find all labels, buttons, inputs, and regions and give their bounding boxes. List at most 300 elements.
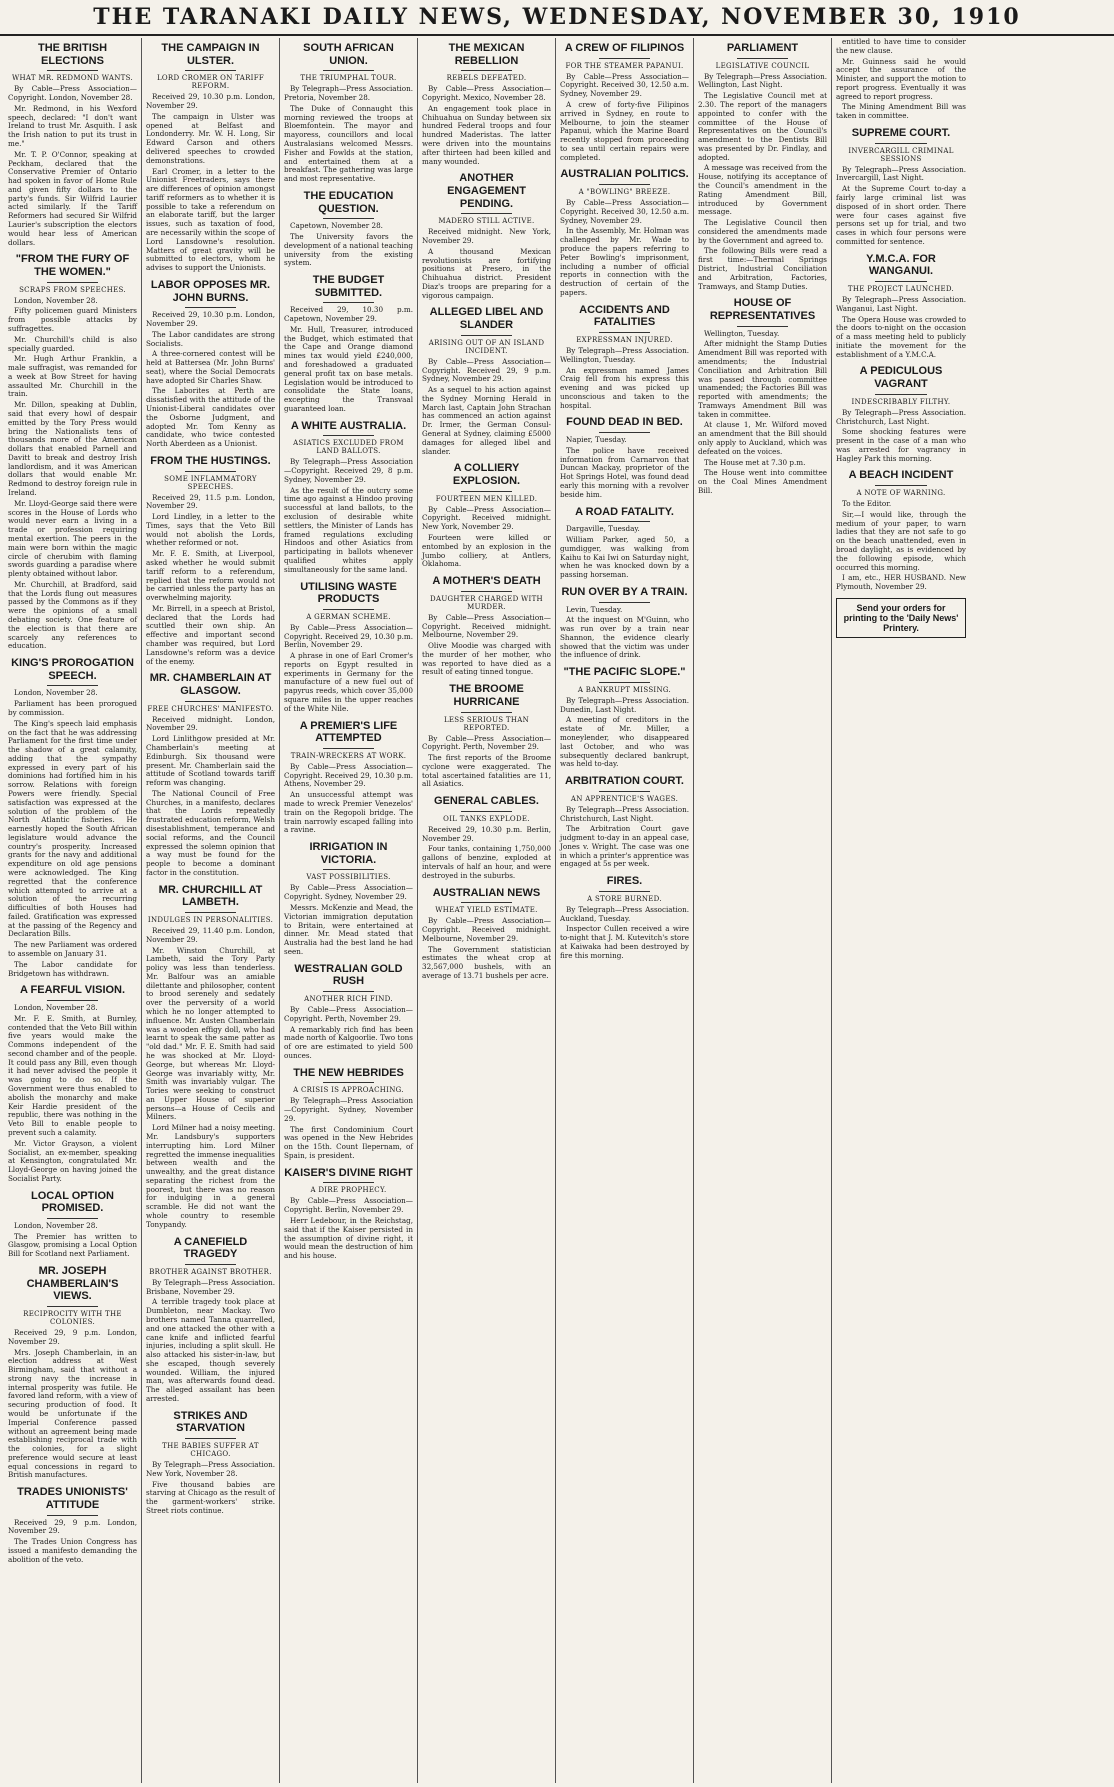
divider <box>461 591 513 592</box>
article-paragraph: The University favors the development of a national teaching university from the existing system. <box>284 231 413 268</box>
column-2 <box>142 38 280 1783</box>
divider <box>47 1000 99 1001</box>
article-headline: THE BUDGET SUBMITTED. <box>312 274 385 299</box>
article-paragraph: Received 29, 11.40 p.m. London, November 29. <box>146 926 275 944</box>
article-paragraph: An engagement took place in Chihuahua on Sunday between six hundred Federal troops and four hundred Maderistas. The latter were driven into the mountains after thirteen had been killed and many wounded. <box>422 103 551 166</box>
article-paragraph: The first reports of the Broome cyclone were exaggerated. The total ascertained fatalities are 11, all Asiatics. <box>422 753 551 789</box>
article-paragraph: Received 29, 10.30 p.m. London, November 29. <box>146 310 275 328</box>
divider <box>323 991 375 992</box>
divider <box>875 485 927 486</box>
article <box>8 1265 137 1480</box>
article-paragraph: An unsuccessful attempt was made to wreck Premier Venezelos' train on the Regopoli bridge. The train narrowly escaped falling into a ravine. <box>284 790 413 835</box>
article <box>836 253 966 360</box>
article-paragraph: By Telegraph—Press Association. Invercargill, Last Night. <box>836 164 966 183</box>
article-headline: KAISER'S DIVINE RIGHT <box>284 1166 413 1179</box>
article <box>560 875 689 960</box>
article-paragraph: At clause 1, Mr. Wilford moved an amendment that the Bill should only apply to Auckland, which was defeated on the voices. <box>698 420 827 456</box>
article-headline: LABOR OPPOSES MR. JOHN BURNS. <box>150 278 271 304</box>
divider <box>875 143 927 144</box>
divider <box>323 869 375 870</box>
article-paragraph: By Telegraph—Press Association. Christchurch, Last Night. <box>560 804 689 823</box>
article-paragraph: Mr. Redmond, in his Wexford speech, declared: "I don't want Ireland to trust Mr. Asquith. I ask the Irish nation to put its trust in me." <box>8 103 137 148</box>
article-headline: Y.M.C.A. FOR WANGANUI. <box>866 252 936 278</box>
article-paragraph: By Cable—Press Association—Copyright. Received 29, 10.30 p.m. Berlin, November 29. <box>284 622 413 650</box>
divider <box>599 432 651 433</box>
article-subheading: SOME INFLAMMATORY SPEECHES. <box>164 474 257 491</box>
article-paragraph: Levin, Tuesday. <box>566 604 623 614</box>
divider <box>323 609 375 610</box>
article-subheading: INVERCARGILL CRIMINAL SESSIONS <box>848 146 954 163</box>
newspaper-columns <box>4 38 1110 1783</box>
article <box>284 1067 413 1161</box>
article-paragraph: The Labor candidate for Bridgetown has withdrawn. <box>8 959 137 978</box>
article-subheading: LORD CROMER ON TARIFF REFORM. <box>156 74 265 91</box>
article-paragraph: Mr. Birrell, in a speech at Bristol, declared that the Lords had scuttled their own ship. An effective and important second chamber was required, but Lord Lansdowne's reform was a device of the enemy. <box>146 603 275 666</box>
article-paragraph: Some shocking features were present in the case of a man who was arrested for vagrancy in Hagley Park this morning. <box>836 427 966 463</box>
article-paragraph: Mr. Churchill, at Bradford, said that the Lords flung out measures passed by the Commons as if they were the opinions of a small debating society. One feature of the election is that there are scarcely any references to education. <box>8 579 137 651</box>
divider <box>461 811 513 812</box>
article-subheading: EXPRESSMAN INJURED. <box>576 335 673 344</box>
divider <box>461 70 513 71</box>
article <box>422 575 551 677</box>
article-paragraph: By Telegraph—Press Association. Brisbane, November 29. <box>146 1277 275 1296</box>
divider <box>323 1182 375 1183</box>
article-subheading: BROTHER AGAINST BROTHER. <box>149 1267 272 1276</box>
article-paragraph: By Telegraph—Press Association. Christchurch, Last Night. <box>836 407 966 426</box>
article <box>560 416 689 499</box>
article-paragraph: By Cable—Press Association—Copyright. Received midnight. Melbourne, November 29. <box>422 612 551 640</box>
article-headline: A PREMIER'S LIFE ATTEMPTED <box>299 719 398 745</box>
article <box>836 127 966 247</box>
article <box>8 1486 137 1564</box>
article-paragraph: Fifty policemen guard Ministers from possible attacks by suffragettes. <box>8 306 137 333</box>
divider <box>461 491 513 492</box>
article-headline: "FROM THE FURY OF THE WOMEN." <box>15 253 130 278</box>
article <box>422 887 551 981</box>
article-paragraph: Mr. Victor Grayson, a violent Socialist, an ex-member, speaking at Kensington, congratulated Mr. Lloyd-George on having joined the Socialist Party. <box>8 1138 137 1183</box>
article-paragraph: A terrible tragedy took place at Dumbleton, near Mackay. Two brothers named Tanna quarrelled, and one attacked the other with a cane knife and inflicted fearful injuries, including a split skull. He also attacked his sister-in-law, but she escaped, though severely wounded. William, the injured man, was afterwards found dead. The alleged assailant has been arrested. <box>146 1297 275 1404</box>
divider <box>737 326 789 327</box>
article <box>284 274 413 414</box>
article-paragraph: After midnight the Stamp Duties Amendment Bill was reported with amendments; the Industrial Conciliation and Arbitration Bill was passed through committee unamended; the Factories Bill was reported with amendments; the Tramways Amendment Bill was taken in committee. <box>698 339 827 419</box>
column-5 <box>556 38 694 1783</box>
article <box>560 586 689 660</box>
article-paragraph: By Telegraph—Press Association. Wellington, Last Night. <box>698 71 827 90</box>
article-headline: ANOTHER ENGAGEMENT PENDING. <box>447 172 526 210</box>
article-paragraph: Lord Milner had a noisy meeting. Mr. Landsbury's supporters interrupting him. Lord Milner regretted the immense inequalities between wealth and the unwealthy, and the great distance separating the richest from the poorest, but there was no reason for indulging in a general scramble. He did not want the whole country to resemble Tonypandy. <box>146 1123 275 1229</box>
article <box>8 42 137 247</box>
divider <box>461 712 513 713</box>
article-headline: A COLLIERY EXPLOSION. <box>452 462 521 487</box>
article <box>146 884 275 1230</box>
article-paragraph: Lord Linlithgow presided at Mr. Chamberlain's meeting at Edinburgh. Six thousand were present. Mr. Chamberlain said the attitude of Scotland towards tariff reform was changing. <box>146 734 275 788</box>
article-paragraph: Inspector Cullen received a wire to-night that J. M. Kutevitch's store at Kaiwaka had been destroyed by fire this morning. <box>560 924 689 960</box>
article-paragraph: London, November 28. <box>14 1220 98 1230</box>
article-paragraph: The police have received information from Carnarvon that Duncan Mackay, proprietor of the Hot Springs Hotel, was found dead early this morning with a revolver beside him. <box>560 445 689 499</box>
article-subheading: ARISING OUT OF AN ISLAND INCIDENT. <box>428 338 545 355</box>
article-subheading: DAUGHTER CHARGED WITH MURDER. <box>430 594 543 611</box>
article-headline: RUN OVER BY A TRAIN. <box>561 585 688 598</box>
divider <box>599 891 651 892</box>
article-subheading: A BANKRUPT MISSING. <box>577 685 672 694</box>
divider <box>461 335 513 336</box>
article-headline: THE BRITISH ELECTIONS <box>37 42 108 67</box>
divider <box>599 332 651 333</box>
article-paragraph: Mr. F. E. Smith, at Liverpool, asked whether he would submit tariff reform to a referendum, replied that the reform would not be carried unless the party has an overwhelming majority. <box>146 549 275 603</box>
column-3 <box>280 38 418 1783</box>
column-1 <box>4 38 142 1783</box>
article-paragraph: Received 29, 10.30 p.m. Capetown, November 29. <box>284 305 413 324</box>
article-subheading: FOR THE STEAMER PAPANUI. <box>565 61 684 70</box>
article-paragraph: The Legislative Council met at 2.30. The report of the managers appointed to confer with the committee of the House of Representatives on the Council's amendment to the Dentists Bill was presented by Dr. Findlay, and adopted. <box>698 91 827 162</box>
article-headline: ACCIDENTS AND FATALITIES <box>579 303 670 329</box>
divider <box>185 1438 237 1439</box>
article <box>146 455 275 666</box>
divider <box>323 218 375 219</box>
article-headline: A ROAD FATALITY. <box>575 505 674 518</box>
article-subheading: OIL TANKS EXPLODE. <box>443 814 530 823</box>
article-paragraph: The Legislative Council then considered the amendments made by the Government and agreed to. <box>698 218 827 245</box>
article-paragraph: A thousand Mexican revolutionists are fortifying positions at Presero, in the Chihuahua district. President Diaz's troops are preparing for a vigorous campaign. <box>422 246 551 300</box>
article-headline: THE NEW HEBRIDES <box>293 1066 404 1079</box>
article-paragraph: As a sequel to his action against the Sydney Morning Herald in March last, Captain John Strachan has commenced an action against Dr. Irmer, the German Consul-General at Sydney, claiming £5000 damages for alleged libel and slander. <box>422 385 551 456</box>
article-paragraph: The Arbitration Court gave judgment to-day in an appeal case, Jones v. Wright. The case was one in which a printer's apprentice was engaged at 5s per week. <box>560 824 689 869</box>
article-paragraph: London, November 28. <box>14 1003 98 1013</box>
article-paragraph: Mr. Hugh Arthur Franklin, a male suffragist, was remanded for a week at Bow Street for having assaulted Mr. Churchill in the train. <box>8 354 137 399</box>
article-paragraph: entitled to have time to consider the new clause. <box>836 38 966 55</box>
article-paragraph: The National Council of Free Churches, in a manifesto, declares that the Lords repeatedly frustrated education reform, Welsh disestablishment, temperance and social reforms, and the Council expressed the solemn opinion that a way must be found for the people to become a dominant factor in the constitution. <box>146 788 275 877</box>
article-subheading: REBELS DEFEATED. <box>446 74 527 83</box>
divider <box>323 1082 375 1083</box>
article-paragraph: To the Editor. <box>842 499 892 509</box>
divider <box>47 70 99 71</box>
article-headline: LOCAL OPTION PROMISED. <box>31 1189 114 1215</box>
article-paragraph: The Laborites at Perth are dissatisfied with the attitude of the Unionist-Liberal candidates over the Osborne Judgment, and adopted Mr. Tom Kenny as candidate, who twice contested North Aberdeen as a Unionist. <box>146 386 275 449</box>
article-paragraph: The first Condominium Court was opened in the New Hebrides on the 15th. Count Ilepernam, of Spain, is president. <box>284 1124 413 1160</box>
article-paragraph: London, November 28. <box>14 688 98 698</box>
article-subheading: FOURTEEN MEN KILLED. <box>435 494 538 503</box>
article-headline: "THE PACIFIC SLOPE." <box>563 666 686 679</box>
article-headline: AUSTRALIAN NEWS <box>432 886 541 899</box>
article-subheading: THE TRIUMPHAL TOUR. <box>300 74 397 83</box>
article-paragraph: By Telegraph—Press Association. Auckland, Tuesday. <box>560 904 689 923</box>
article <box>560 666 689 769</box>
article <box>146 1410 275 1516</box>
article-paragraph: The new Parliament was ordered to assemble on January 31. <box>8 940 137 959</box>
article-subheading: THE PROJECT LAUNCHED. <box>847 284 955 293</box>
divider <box>875 281 927 282</box>
article-paragraph: Received 29, 9 p.m. London, November 29. <box>8 1327 137 1346</box>
article-subheading: SCRAPS FROM SPEECHES. <box>19 285 126 294</box>
article-paragraph: Wellington, Tuesday. <box>704 328 780 338</box>
article-headline: THE BROOME HURRICANE <box>449 683 524 708</box>
divider <box>47 1515 99 1516</box>
divider <box>875 394 927 395</box>
article-paragraph: By Telegraph—Press Association—Copyright. Sydney, November 29. <box>284 1096 413 1123</box>
article-paragraph: Olive Moodie was charged with the murder of her mother, who was reported to have died as a result of eating tinned tongue. <box>422 641 551 677</box>
article <box>284 42 413 184</box>
article-paragraph: I am, etc., HER HUSBAND. New Plymouth, November 29. <box>836 573 966 592</box>
article-paragraph: Received 29, 11.5 p.m. London, November 29. <box>146 492 275 511</box>
article-paragraph: Received midnight. New York, November 29. <box>422 227 551 246</box>
article <box>8 657 137 978</box>
article <box>284 581 413 714</box>
article-paragraph: Herr Ledebour, in the Reichstag, said that if the Kaiser persisted in the assumption of divine right, it would mean the destruction of him and his house. <box>284 1215 413 1261</box>
article-paragraph: The Mining Amendment Bill was taken in committee. <box>836 102 966 121</box>
article-subheading: A NOTE OF WARNING. <box>856 489 946 498</box>
article-paragraph: Received 29, 10.30 p.m. Berlin, November 29. <box>422 824 551 843</box>
article-subheading: VAST POSSIBILITIES. <box>306 873 391 882</box>
article-paragraph: Received 29, 10.30 p.m. London, November 29. <box>146 92 275 111</box>
divider <box>185 307 237 308</box>
divider <box>599 791 651 792</box>
article-paragraph: Napier, Tuesday. <box>566 435 627 445</box>
article-headline: FROM THE HUSTINGS. <box>150 454 271 467</box>
article-paragraph: The Opera House was crowded to the doors to-night on the occasion of a mass meeting held to publicly initiate the movement for the establishment of a Y.M.C.A. <box>836 314 966 359</box>
article-paragraph: The Trades Union Congress has issued a manifesto demanding the abolition of the veto. <box>8 1537 137 1564</box>
article <box>284 720 413 836</box>
article-headline: THE MEXICAN REBELLION <box>448 42 525 67</box>
article <box>836 38 966 121</box>
divider <box>323 70 375 71</box>
article-headline: GENERAL CABLES. <box>434 795 539 808</box>
article-headline: A MOTHER'S DEATH <box>432 575 541 588</box>
article-headline: A FEARFUL VISION. <box>19 984 126 997</box>
article-paragraph: Mr. Lloyd-George said there were scores in the House of Lords who would never earn a living in a trade or profession requiring mental exertion. The peers in the main were born within the magic circle of cherubim with flaming swords guarding a paradise where plenty obtained without labor. <box>8 498 137 579</box>
article <box>8 984 137 1183</box>
divider <box>737 58 789 59</box>
article-paragraph: By Cable—Press Association—Copyright. Received 30, 12.50 a.m. Sydney, November 29. <box>560 71 689 99</box>
article-paragraph: By Cable—Press Association—Copyright. Received 29, 9 p.m. Sydney, November 29. <box>422 356 551 384</box>
divider <box>323 302 375 303</box>
article-headline: MR. CHURCHILL AT LAMBETH. <box>158 883 263 909</box>
article-paragraph: By Cable—Press Association—Copyright. Berlin, November 29. <box>284 1196 413 1215</box>
article <box>284 841 413 957</box>
article-headline: IRRIGATION IN VICTORIA. <box>309 841 388 866</box>
article-paragraph: Parliament has been prorogued by commission. <box>8 699 137 717</box>
divider <box>599 184 651 185</box>
article-paragraph: Four tanks, containing 1,750,000 gallons of benzine, exploded at intervals of half an hour, and were destroyed in the suburbs. <box>422 844 551 880</box>
article-paragraph: A message was received from the House, notifying its acceptance of the Council's amendment in the Rating Amendment Bill, introduced by Government message. <box>698 163 827 217</box>
article-subheading: THE BABIES SUFFER AT CHICAGO. <box>162 1442 259 1459</box>
article <box>284 420 413 575</box>
divider <box>323 435 375 436</box>
article-headline: AUSTRALIAN POLITICS. <box>560 168 689 181</box>
article-paragraph: By Cable—Press Association—Copyright. Received 30, 12.50 a.m. Sydney, November 29. <box>560 198 689 225</box>
article-paragraph: By Telegraph—Press Association. Pretoria, November 28. <box>284 84 413 103</box>
article-paragraph: By Cable—Press Association—Copyright. Sydney, November 29. <box>284 883 413 902</box>
article-subheading: A "BOWLING" BREEZE. <box>578 188 671 197</box>
article-paragraph: By Cable—Press Association—Copyright. Received midnight. Melbourne, November 29. <box>422 916 551 943</box>
article-paragraph: The Government statistician estimates the wheat crop at 32,567,000 bushels, with an average of 13.71 bushels per acre. <box>422 944 551 980</box>
article <box>284 1167 413 1261</box>
printing-advert: Send your orders for printing to the 'Daily News' Printery. <box>836 598 966 638</box>
article-paragraph: Mr. Hull, Treasurer, introduced the Budget, which estimated that the Cape and Orange diamond mines tax would yield £240,000, and foreshadowed a graduated general profit tax on base metals. Legislation would be introduced to consolidate the State loans, excepting the Transvaal guaranteed loan. <box>284 324 413 413</box>
article-paragraph: Capetown, November 28. <box>290 221 383 231</box>
article <box>560 304 689 411</box>
article-paragraph: By Cable—Press Association—Copyright. Received midnight. New York, November 29. <box>422 504 551 532</box>
article-paragraph: The Duke of Connaught this morning reviewed the troops at Bloemfontein. The mayor and mayoress, councillors and local Australasians welcomed Messrs. Fisher and Fowlds at the station, and entertained them at a breakfast. The gathering was large and most representative. <box>284 103 413 184</box>
divider <box>47 685 99 686</box>
article <box>8 1190 137 1259</box>
article-subheading: ASIATICS EXCLUDED FROM LAND BALLOTS. <box>293 439 404 456</box>
divider <box>185 701 237 702</box>
divider <box>185 912 237 913</box>
article-paragraph: The following Bills were read a first time:—Thermal Springs District, Industrial Conciliation and Arbitration, Factories, Tramways, and Stamp Duties. <box>698 246 827 291</box>
article-headline: ARBITRATION COURT. <box>565 775 684 788</box>
article-paragraph: By Cable—Press Association—Copyright. Perth, November 29. <box>422 733 551 752</box>
article-subheading: RECIPROCITY WITH THE COLONIES. <box>23 1309 122 1326</box>
article <box>422 462 551 569</box>
divider <box>47 1306 99 1307</box>
article-paragraph: A phrase in one of Earl Cromer's reports on Egypt resulted in experiments in Germany for the manufacture of a new fuel out of papyrus reeds, which cover 35,000 square miles in the upper reaches of the White Nile. <box>284 651 413 713</box>
article-headline: FOUND DEAD IN BED. <box>566 416 683 429</box>
article-subheading: FREE CHURCHES' MANIFESTO. <box>147 704 274 713</box>
column-4 <box>418 38 556 1783</box>
article-paragraph: As the result of the outcry some time ago against a Hindoo proving successful at land ballots, to the exclusion of desirable white settlers, the Minister of Lands has framed regulations excluding Hindoos and other Asiatics from participating in ballots whenever qualified whites apply simultaneously for the same land. <box>284 485 413 574</box>
article-paragraph: Mr. Guinness said he would accept the assurance of the Minister, and support the motion to report progress. Eventually it was agreed to report progress. <box>836 56 966 101</box>
article-subheading: A DIRE PROPHECY. <box>310 1186 387 1195</box>
article <box>560 506 689 580</box>
article <box>698 42 827 291</box>
article <box>422 172 551 300</box>
article-paragraph: The Labor candidates are strong Socialists. <box>146 329 275 348</box>
divider <box>185 1264 237 1265</box>
article-headline: A CREW OF FILIPINOS <box>564 42 685 54</box>
article <box>422 683 551 789</box>
article-subheading: AN APPRENTICE'S WAGES. <box>570 794 679 803</box>
article-paragraph: Fourteen were killed or entombed by an explosion in the Jumbo colliery, at Antlers, Oklahoma. <box>422 532 551 569</box>
divider <box>323 748 375 749</box>
article-paragraph: Earl Cromer, in a letter to the Unionist Freetraders, says there are differences of opinion amongst tariff reformers as to whether it is possible to take a referendum on an elaborate tariff, but the larger issues, such as taxation of food, are necessarily within the scope of Lord Lansdowne's resolution. Matters of great gravity will be submitted to electors, whom he advises to support the Unionists. <box>146 166 275 273</box>
article-subheading: INDULGES IN PERSONALITIES. <box>147 916 274 925</box>
article-paragraph: Received 29, 9 p.m. London, November 29. <box>8 1517 137 1536</box>
article <box>8 253 137 651</box>
article-subheading: TRAIN-WRECKERS AT WORK. <box>290 751 407 760</box>
article <box>422 795 551 880</box>
article-subheading: MADERO STILL ACTIVE. <box>438 217 535 226</box>
article-paragraph: The House went into committee on the Coal Mines Amendment Bill. <box>698 468 827 495</box>
article-paragraph: An expressman named James Craig fell from his express this evening and was picked up unconscious and taken to the hospital. <box>560 365 689 410</box>
article-paragraph: Mr. Dillon, speaking at Dublin, said that every howl of despair emitted by the Tory Press would bring the Nationalists tens of thousands more of the American dollars that enabled Parnell and Davitt to break and destroy Irish landlordism, and it was American dollars that would enable Mr. Redmond to destroy foreign rule in Ireland. <box>8 400 137 498</box>
article-paragraph: Mr. Churchill's child is also specially guarded. <box>8 334 137 353</box>
divider <box>461 213 513 214</box>
article-paragraph: At the inquest on M'Guinn, who was run over by a train near Shannon, the evidence clearly showed that the victim was under the influence of drink. <box>560 615 689 660</box>
article-subheading: LEGISLATIVE COUNCIL <box>715 61 810 70</box>
article-headline: SUPREME COURT. <box>851 127 951 140</box>
article-headline: HOUSE OF REPRESENTATIVES <box>709 297 816 323</box>
article <box>284 190 413 268</box>
article-subheading: INDESCRIBABLY FILTHY. <box>851 397 951 406</box>
column-7 <box>832 38 970 1783</box>
article-subheading: A GERMAN SCHEME. <box>306 612 391 621</box>
article-headline: WESTRALIAN GOLD RUSH <box>294 962 403 988</box>
article-headline: STRIKES AND STARVATION <box>173 1409 248 1435</box>
article <box>698 297 827 495</box>
article <box>836 365 966 463</box>
article-paragraph: Sir,—I would like, through the medium of your paper, to warn ladies that they are not safe to go on the beach unattended, even in broad daylight, as is evidenced by the following episode, which occurred this morning. <box>836 509 966 572</box>
article <box>146 279 275 449</box>
article-headline: KING'S PROROGATION SPEECH. <box>11 657 134 682</box>
article <box>836 469 966 591</box>
divider <box>599 682 651 683</box>
article <box>560 168 689 297</box>
article-headline: FIRES. <box>606 875 643 888</box>
article-headline: THE CAMPAIGN IN ULSTER. <box>161 42 260 67</box>
article-paragraph: By Cable—Press Association—Copyright. Perth, November 29. <box>284 1004 413 1023</box>
article-subheading: WHEAT YIELD ESTIMATE. <box>435 906 538 915</box>
article <box>560 42 689 162</box>
article-headline: A BEACH INCIDENT <box>848 469 954 482</box>
article-paragraph: Dargaville, Tuesday. <box>566 524 640 534</box>
article-paragraph: By Telegraph—Press Association. Wanganui, Last Night. <box>836 294 966 313</box>
article <box>560 775 689 869</box>
article-paragraph: By Cable—Press Association—Copyright. London, November 28. <box>8 84 137 103</box>
column-6 <box>694 38 832 1783</box>
article-subheading: WHAT MR. REDMOND WANTS. <box>12 74 133 83</box>
article-subheading: ANOTHER RICH FIND. <box>304 994 393 1003</box>
article-paragraph: By Telegraph—Press Association. Dunedin, Last Night. <box>560 695 689 714</box>
article-paragraph: The House met at 7.30 p.m. <box>704 457 806 467</box>
article-paragraph: A crew of forty-five Filipinos arrived in Sydney, en route to Melbourne, to join the steamer Papanui, which the Marine Board recently stopped from proceeding to sea until certain repairs were completed. <box>560 99 689 162</box>
article-paragraph: Received midnight. London, November 29. <box>146 714 275 733</box>
article-headline: A WHITE AUSTRALIA. <box>290 419 407 432</box>
article <box>422 42 551 166</box>
article-subheading: A CRISIS IS APPROACHING. <box>293 1086 404 1095</box>
article <box>146 1236 275 1404</box>
masthead: THE TARANAKI DAILY NEWS, WEDNESDAY, NOVEMBER 30, 1910 <box>0 0 1114 36</box>
article-paragraph: By Telegraph—Press Association. New York, November 28. <box>146 1460 275 1478</box>
article-headline: TRADES UNIONISTS' ATTITUDE <box>17 1486 128 1511</box>
article-paragraph: Mr. F. E. Smith, at Burnley, contended that the Veto Bill within five years would make the Commons independent of the second chamber and of the people. It could pass any Bill, even though it had never advised the people it was going to do so. If the Government were thus enabled to abolish the monarchy and make Keir Hardie president of the republic, there was nothing in the Veto Bill to enable people to prevent such a calamity. <box>8 1013 137 1137</box>
article-headline: PARLIAMENT <box>726 42 799 54</box>
article <box>422 306 551 456</box>
article-paragraph: The Premier has written to Glasgow, promising a Local Option Bill for Scotland next Parliament. <box>8 1231 137 1259</box>
article-headline: A CANEFIELD TRAGEDY <box>173 1235 248 1261</box>
article-paragraph: Mr. Winston Churchill, at Lambeth, said the Tory Party policy was less than tenderless. Mr. Balfour was an amiable dilettante and philosopher, content to brood serenely and sedately over the perversity of a world which he no longer attempted to influence. Mr. Austen Chamberlain was a wooden effigy doll, who had learnt to speak the same patter as "old dad." Mr. F. E. Smith had said he was shocked at Mr. Lloyd-George, but whereas Mr. Lloyd-George was invariably witty, Mr. Smith was invariably vulgar. The Tories were seeking to construct an Upper House of superior persons—a House of Cecils and Milners. <box>146 945 275 1122</box>
article-paragraph: Lord Lindley, in a letter to the Times, says that the Veto Bill would not abolish the Lords, whether reformed or not. <box>146 512 275 548</box>
article-headline: MR. JOSEPH CHAMBERLAIN'S VIEWS. <box>26 1265 119 1303</box>
divider <box>599 58 651 59</box>
article-paragraph: By Telegraph—Press Association—Copyright. Received 29, 8 p.m. Sydney, November 29. <box>284 457 413 484</box>
article-paragraph: A meeting of creditors in the estate of Mr. Miller, a moneylender, who disappeared last October, and who was subsequently declared bankrupt, was held to-day. <box>560 715 689 769</box>
article-paragraph: By Telegraph—Press Association. Wellington, Tuesday. <box>560 345 689 364</box>
article-headline: SOUTH AFRICAN UNION. <box>303 42 394 67</box>
article-paragraph: William Parker, aged 50, a gumdigger, was walking from Kaihu to Kai Iwi on Saturday night, when he was knocked down by a passing horseman. <box>560 534 689 580</box>
article-headline: THE EDUCATION QUESTION. <box>303 189 394 215</box>
article-paragraph: At the Supreme Court to-day a fairly large criminal list was disposed of in short order. There were four cases against five persons set up for trial, and two cases in which four persons were committed for sentence. <box>836 184 966 246</box>
article-paragraph: In the Assembly, Mr. Holman was challenged by Mr. Wade to produce the papers referring to Peter Bowling's imprisonment, including a number of official reports in connection with the destruction of certain of the papers. <box>560 226 689 297</box>
article-headline: A PEDICULOUS VAGRANT <box>859 365 943 391</box>
article <box>146 42 275 273</box>
article-paragraph: Mrs. Joseph Chamberlain, in an election address at West Birmingham, said that without a strong navy the increase in internal prosperity was futile. He favored land reform, with a view of securing production of food. It would be unfortunate if the Imperial Conference passed without an agreement being made establishing reciprocal trade with the colonies, for a slight preference would secure at least equal concessions in regard to British manufactures. <box>8 1347 137 1480</box>
article-paragraph: Mr. T. P. O'Connor, speaking at Peckham, declared that the Conservative Premier of Ontario had spoken in favor of Home Rule and given fifty dollars to the party's funds. Sir Wilfrid Laurier acted similarly. If the Tariff Reformers had secured Sir Wilfrid Laurier's subscription the electors would hear less of American dollars. <box>8 149 137 247</box>
divider <box>47 1218 99 1219</box>
article-paragraph: By Cable—Press Association—Copyright. Received 29, 10.30 p.m. Athens, November 29. <box>284 761 413 789</box>
divider <box>185 471 237 472</box>
article-paragraph: London, November 28. <box>14 295 98 305</box>
article-paragraph: The King's speech laid emphasis on the fact that he was addressing Parliament for the first time under the shadow of a great calamity, adding that the sympathy expressed in every part of his dominions had fortified him in his sorrow. Relations with foreign Powers were friendly. Special satisfaction was expressed at the solution of the problem of the North Atlantic fisheries. He earnestly hoped the South African legislature would advance the country's prosperity. Increased grants for the navy and additional expenditure on old age pensions were acknowledged. The King regretted that the conference which attempted to arrive at a solution of the recurring difficulties of both Houses had failed. Gratification was expressed at the passing of the Regency and Declaration Bills. <box>8 718 137 939</box>
divider <box>461 902 513 903</box>
article-paragraph: A three-cornered contest will be held at Battersea (Mr. John Burns' seat), where the Social Democrats have adopted Sir Charles Shaw. <box>146 349 275 385</box>
article-paragraph: Five thousand babies are starving at Chicago as the result of the garment-workers' strike. Street riots continue. <box>146 1479 275 1515</box>
article-subheading: LESS SERIOUS THAN REPORTED. <box>443 715 530 732</box>
article-headline: MR. CHAMBERLAIN AT GLASGOW. <box>149 672 272 698</box>
divider <box>47 282 99 283</box>
divider <box>185 70 237 71</box>
article <box>146 672 275 877</box>
divider <box>599 602 651 603</box>
